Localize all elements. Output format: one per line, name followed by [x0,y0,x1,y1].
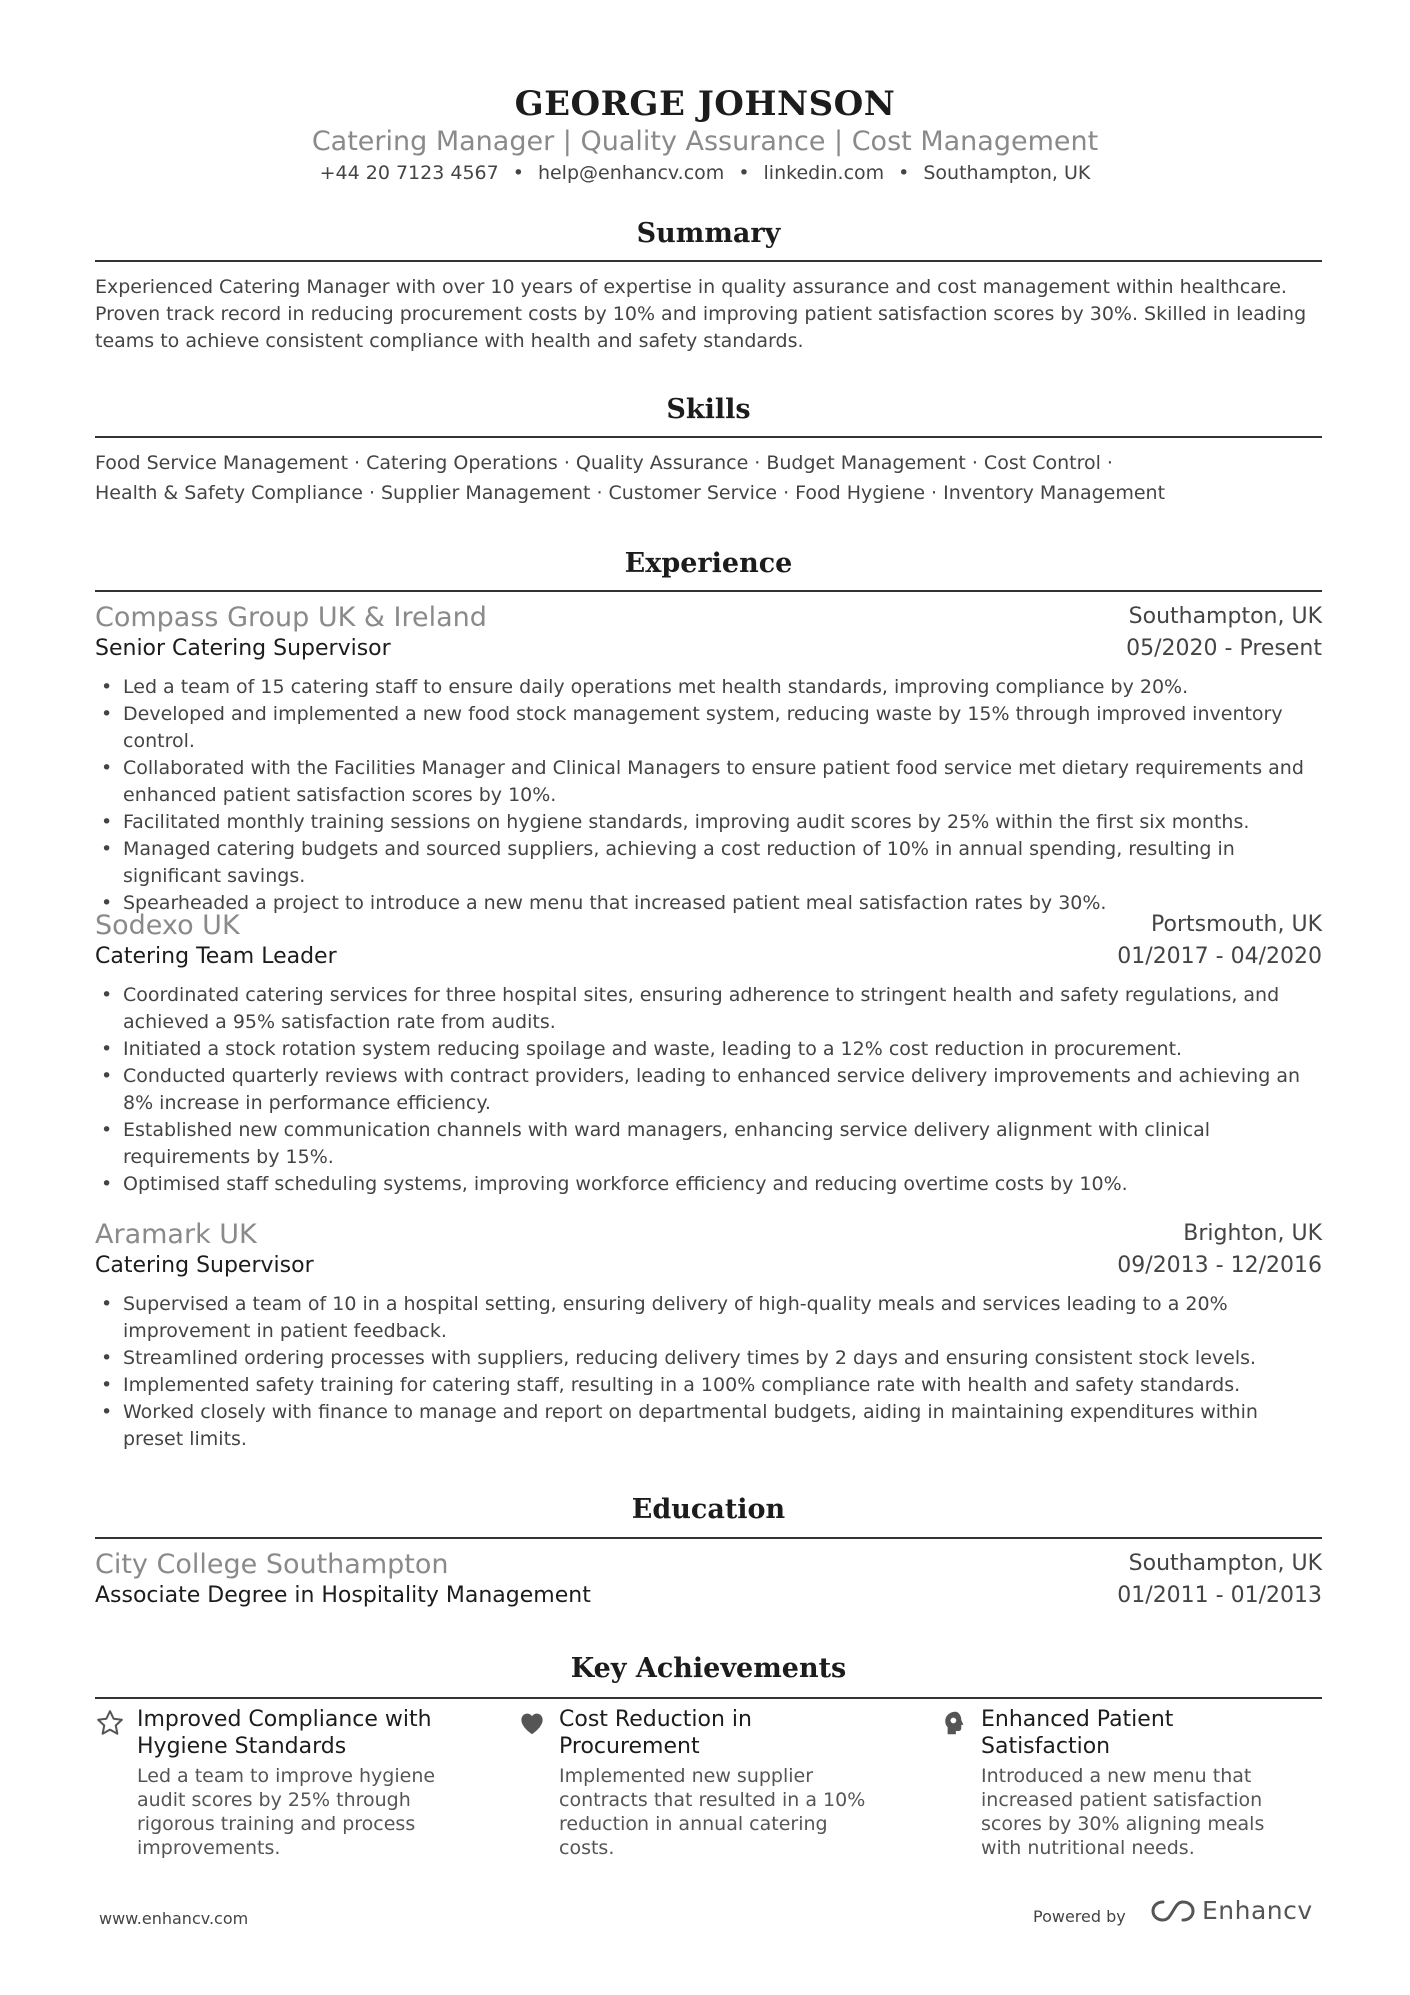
skill-item: Budget Management [766,452,966,474]
candidate-name: GEORGE JOHNSON [514,84,896,124]
skill-separator: · [596,482,603,504]
skill-item: Quality Assurance [575,452,749,474]
achievement-title: Improved Compliance with Hygiene Standards [137,1707,432,1759]
job-bullets [95,1291,1322,1453]
job-bullets [95,674,1322,917]
bullet-item: • Conducted quarterly reviews with contract providers, leading to enhanced service delivery improvements and achieving an 8% increase in performance efficiency. [95,1063,1322,1117]
job-title: Catering Supervisor [95,1253,314,1278]
achievement-card [939,1706,1309,1860]
contact-separator: • [898,162,910,184]
education-entry [95,1549,1322,1617]
education-divider [95,1537,1322,1539]
skill-separator: · [931,482,938,504]
skill-item: Food Hygiene [795,482,926,504]
location-text: Southampton, UK [923,162,1091,184]
company-name: Aramark UK [95,1219,257,1250]
school-name: City College Southampton [95,1549,449,1580]
job-dates: 05/2020 - Present [1126,636,1322,661]
summary-heading: Summary [636,218,781,249]
company-name: Compass Group UK & Ireland [95,602,487,633]
skills-list [95,448,1322,508]
job-title: Senior Catering Supervisor [95,636,391,661]
job-location: Brighton, UK [1183,1221,1322,1246]
degree-name: Associate Degree in Hospitality Management [95,1583,591,1608]
bullet-item: • Developed and implemented a new food stock management system, reducing waste by 15% through improved inventory control. [95,701,1322,755]
skill-separator: · [563,452,570,474]
job-location: Southampton, UK [1128,604,1322,629]
bullet-item: • Coordinated catering services for three hospital sites, ensuring adherence to stringent health and safety regulations, and achieved a 95% satisfaction rate from audits. [95,982,1322,1036]
bullet-item: • Optimised staff scheduling systems, improving workforce efficiency and reducing overtime costs by 10%. [95,1171,1322,1198]
skills-row [95,448,1322,478]
achievement-title: Enhanced Patient Satisfaction [981,1707,1174,1759]
bullet-item: • Collaborated with the Facilities Manager and Clinical Managers to ensure patient food service met dietary requirements and enhanced patient satisfaction scores by 10%. [95,755,1322,809]
skill-item: Catering Operations [366,452,558,474]
powered-by-label: Powered by [1033,1907,1126,1926]
experience-entry [95,602,1322,917]
bullet-item: • Led a team of 15 catering staff to ensure daily operations met health standards, improving compliance by 20%. [95,674,1322,701]
bullet-item: • Managed catering budgets and sourced suppliers, achieving a cost reduction of 10% in annual spending, resulting in significant savings. [95,836,1322,890]
head-icon [939,1708,969,1738]
bullet-item: • Streamlined ordering processes with suppliers, reducing delivery times by 2 days and ensuring consistent stock levels. [95,1345,1322,1372]
brand-logo[interactable] [1150,1896,1313,1936]
bullet-item: • Spearheaded a project to introduce a new menu that increased patient meal satisfaction rates by 30%. [95,890,1322,917]
achievement-card [95,1706,465,1860]
contact-line [0,162,1410,184]
job-bullets [95,982,1322,1198]
achievement-title: Cost Reduction in Procurement [559,1707,752,1759]
summary-text: Experienced Catering Manager with over 10 years of expertise in quality assurance and cost management within healthcare. Proven track record in reducing procurement costs by 10% and improving patient satisfaction scores by 30%. Skilled in leading teams to achieve consistent compliance with health and safety standards. [95,276,1307,352]
achievements-divider [95,1697,1322,1699]
linkedin-link[interactable]: linkedin.com [763,162,885,184]
skill-separator: · [368,482,375,504]
skill-item: Cost Control [983,452,1101,474]
star-icon [95,1708,125,1738]
bullet-item: • Supervised a team of 10 in a hospital setting, ensuring delivery of high-quality meals and services leading to a 20% improvement in patient feedback. [95,1291,1322,1345]
bullet-item: • Established new communication channels with ward managers, enhancing service delivery alignment with clinical requirements by 15%. [95,1117,1322,1171]
experience-heading: Experience [624,548,793,579]
bullet-item: • Initiated a stock rotation system reducing spoilage and waste, leading to a 12% cost reduction in procurement. [95,1036,1322,1063]
achievement-description: Implemented new supplier contracts that resulted in a 10% reduction in annual catering costs. [559,1765,866,1859]
skill-item: Supplier Management [381,482,591,504]
contact-separator: • [738,162,750,184]
job-dates: 01/2017 - 04/2020 [1117,944,1322,969]
experience-entry [95,1219,1322,1453]
summary-divider [95,260,1322,262]
achievement-description: Introduced a new menu that increased patient satisfaction scores by 30% aligning meals with nutritional needs. [981,1765,1265,1859]
enhancv-logo-icon [1150,1898,1196,1924]
job-title: Catering Team Leader [95,944,337,969]
job-dates: 09/2013 - 12/2016 [1117,1253,1322,1278]
phone-text: +44 20 7123 4567 [319,162,499,184]
achievements-heading: Key Achievements [570,1653,847,1684]
skill-separator: · [1106,452,1113,474]
website-link[interactable]: www.enhancv.com [99,1909,249,1928]
experience-entry [95,910,1322,1198]
candidate-headline: Catering Manager | Quality Assurance | Cost Management [311,126,1099,157]
skill-item: Health & Safety Compliance [95,482,363,504]
heart-icon [517,1708,547,1738]
education-heading: Education [631,1494,786,1525]
job-location: Portsmouth, UK [1151,912,1322,937]
bullet-item: • Worked closely with finance to manage and report on departmental budgets, aiding in maintaining expenditures within preset limits. [95,1399,1322,1453]
achievement-card [517,1706,887,1860]
contact-separator: • [512,162,524,184]
bullet-item: • Implemented safety training for catering staff, resulting in a 100% compliance rate with health and safety standards. [95,1372,1322,1399]
skills-divider [95,436,1322,438]
experience-divider [95,590,1322,592]
skills-row [95,478,1322,508]
skill-separator: · [354,452,361,474]
skill-separator: · [783,482,790,504]
skills-heading: Skills [666,394,751,425]
skill-separator: · [971,452,978,474]
company-name: Sodexo UK [95,910,240,941]
education-dates: 01/2011 - 01/2013 [1117,1583,1322,1608]
skill-item: Food Service Management [95,452,349,474]
skill-separator: · [754,452,761,474]
skill-item: Customer Service [608,482,778,504]
brand-name: Enhancv [1202,1896,1313,1925]
bullet-item: • Facilitated monthly training sessions on hygiene standards, improving audit scores by 25% within the first six months. [95,809,1322,836]
achievement-description: Led a team to improve hygiene audit scores by 25% through rigorous training and process improvements. [137,1765,436,1859]
school-location: Southampton, UK [1128,1551,1322,1576]
email-link[interactable]: help@enhancv.com [537,162,725,184]
skill-item: Inventory Management [943,482,1166,504]
